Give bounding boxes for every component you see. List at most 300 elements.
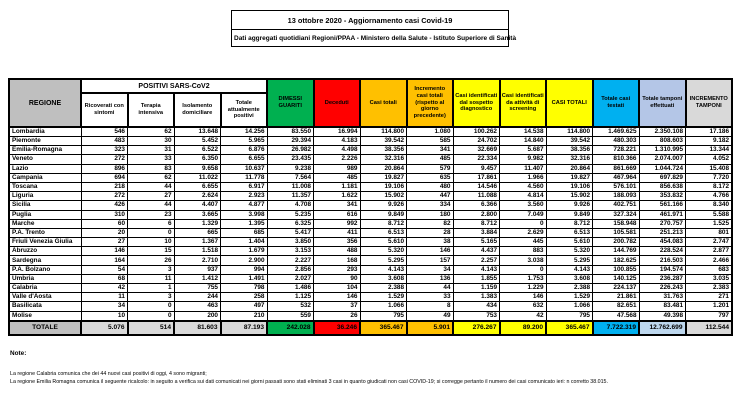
value-cell: 10: [81, 311, 128, 321]
value-cell: 1.066: [360, 302, 407, 311]
value-cell: 3: [128, 293, 175, 302]
value-cell: 3.153: [267, 247, 314, 256]
value-cell: 105.581: [593, 228, 640, 237]
value-cell: 251.213: [639, 228, 686, 237]
value-cell: 9.849: [546, 210, 593, 219]
value-cell: 685: [221, 228, 268, 237]
value-cell: 994: [221, 265, 268, 274]
value-cell: 49: [407, 311, 454, 321]
value-cell: 2.624: [174, 192, 221, 201]
value-cell: 6.655: [221, 155, 268, 164]
value-cell: 17.861: [453, 173, 500, 182]
value-cell: 0: [500, 265, 547, 274]
value-cell: 728.221: [593, 146, 640, 155]
value-cell: 2.257: [453, 256, 500, 265]
value-cell: 1.486: [267, 284, 314, 293]
region-name-cell: Piemonte: [9, 137, 81, 146]
value-cell: 3.035: [686, 274, 733, 283]
value-cell: 144.769: [593, 247, 640, 256]
value-cell: 323: [81, 146, 128, 155]
value-cell: 9.926: [546, 201, 593, 210]
value-cell: 136: [407, 274, 454, 283]
value-cell: 1.229: [500, 284, 547, 293]
value-cell: 497: [221, 302, 268, 311]
value-cell: 8.712: [453, 219, 500, 228]
header-row-groups: [9, 79, 732, 93]
value-cell: 2.710: [174, 256, 221, 265]
value-cell: 42: [500, 311, 547, 321]
value-cell: 445: [500, 238, 547, 247]
table-row: [9, 311, 732, 321]
value-cell: 5.320: [546, 247, 593, 256]
value-cell: 3.608: [360, 274, 407, 283]
value-cell: 9.926: [360, 201, 407, 210]
value-cell: 272: [81, 192, 128, 201]
value-cell: 22.334: [453, 155, 500, 164]
table-row: [9, 265, 732, 274]
value-cell: 2.923: [221, 192, 268, 201]
value-cell: 461.971: [639, 210, 686, 219]
value-cell: 5.452: [174, 137, 221, 146]
value-cell: 753: [453, 311, 500, 321]
covid-data-table: [8, 78, 733, 336]
value-cell: 11.407: [500, 164, 547, 173]
total-value-cell: 5.076: [81, 321, 128, 335]
value-cell: 989: [314, 164, 361, 173]
value-cell: 32.316: [360, 155, 407, 164]
value-cell: 6.325: [267, 219, 314, 228]
value-cell: 28: [407, 228, 454, 237]
value-cell: 2.027: [267, 274, 314, 283]
value-cell: 4.143: [546, 265, 593, 274]
value-cell: 168: [314, 256, 361, 265]
value-cell: 4.437: [453, 247, 500, 256]
value-cell: 21.861: [593, 293, 640, 302]
value-cell: 1.367: [174, 238, 221, 247]
column-header-incremento-tamponi: INCREMENTO TAMPONI: [686, 79, 733, 127]
title-source-line: Dati aggregati quotidiani Regioni/PPAA - Ministero della Salute - Istituto Superiore di Sanità: [232, 29, 508, 46]
table-row: [9, 228, 732, 237]
value-cell: 68: [81, 274, 128, 283]
value-cell: 10: [128, 238, 175, 247]
value-cell: 114.800: [360, 127, 407, 137]
value-cell: 808.603: [639, 137, 686, 146]
value-cell: 33: [407, 293, 454, 302]
value-cell: 194.574: [639, 265, 686, 274]
value-cell: 1.753: [500, 274, 547, 283]
value-cell: 30: [128, 137, 175, 146]
notes-title: Note:: [10, 350, 27, 357]
value-cell: 83.550: [267, 127, 314, 137]
value-cell: 485: [314, 173, 361, 182]
value-cell: 1.125: [267, 293, 314, 302]
value-cell: 310: [81, 210, 128, 219]
total-value-cell: 5.901: [407, 321, 454, 335]
value-cell: 5.965: [221, 137, 268, 146]
value-cell: 15.408: [686, 164, 733, 173]
value-cell: 62: [128, 173, 175, 182]
value-cell: 356: [314, 238, 361, 247]
note-line-calabria: La regione Calabria comunica che dei 44 nuovi casi positivi di oggi, 4 sono migranti;: [10, 371, 207, 377]
value-cell: 4.708: [267, 201, 314, 210]
column-header-casi-totali-2: CASI TOTALI: [546, 79, 593, 127]
region-name-cell: Umbria: [9, 274, 81, 283]
value-cell: 1.080: [407, 127, 454, 137]
value-cell: 5.295: [546, 256, 593, 265]
column-header-isolamento: Isolamento domiciliare: [174, 93, 221, 127]
total-value-cell: 7.722.319: [593, 321, 640, 335]
value-cell: 1.181: [314, 182, 361, 191]
value-cell: 90: [314, 274, 361, 283]
value-cell: 26: [128, 256, 175, 265]
value-cell: 683: [686, 265, 733, 274]
value-cell: 14.546: [453, 182, 500, 191]
value-cell: 31: [128, 146, 175, 155]
value-cell: 402.751: [593, 201, 640, 210]
value-cell: 39.542: [360, 137, 407, 146]
value-cell: 44: [128, 201, 175, 210]
value-cell: 23.435: [267, 155, 314, 164]
value-cell: 27: [128, 192, 175, 201]
value-cell: 14.840: [500, 137, 547, 146]
value-cell: 635: [407, 173, 454, 182]
column-header-screening: Casi identificati da attività di screening: [500, 79, 547, 127]
value-cell: 8: [407, 302, 454, 311]
column-header-sospetto-diagnostico: Casi identificati dal sospetto diagnostico: [453, 79, 500, 127]
table-row: [9, 182, 732, 191]
value-cell: 158.948: [593, 219, 640, 228]
value-cell: 146: [500, 293, 547, 302]
value-cell: 1: [128, 284, 175, 293]
value-cell: 3.608: [546, 274, 593, 283]
value-cell: 1.529: [360, 293, 407, 302]
value-cell: 293: [314, 265, 361, 274]
value-cell: 5.610: [360, 238, 407, 247]
value-cell: 341: [407, 146, 454, 155]
value-cell: 47.568: [593, 311, 640, 321]
value-cell: 616: [314, 210, 361, 219]
value-cell: 1.469.625: [593, 127, 640, 137]
value-cell: 341: [314, 201, 361, 210]
value-cell: 236.287: [639, 274, 686, 283]
value-cell: 38.356: [360, 146, 407, 155]
value-cell: 485: [407, 155, 454, 164]
table-body: [9, 127, 732, 335]
value-cell: 216.503: [639, 256, 686, 265]
value-cell: 2.227: [267, 256, 314, 265]
value-cell: 10.637: [221, 164, 268, 173]
value-cell: 44: [407, 284, 454, 293]
value-cell: 5.295: [360, 256, 407, 265]
table-row: [9, 155, 732, 164]
total-value-cell: 242.028: [267, 321, 314, 335]
value-cell: 0: [500, 219, 547, 228]
value-cell: 632: [500, 302, 547, 311]
total-value-cell: 36.246: [314, 321, 361, 335]
value-cell: 1.966: [500, 173, 547, 182]
value-cell: 3.998: [221, 210, 268, 219]
column-header-ricoverati: Ricoverati con sintomi: [81, 93, 128, 127]
value-cell: 1.404: [221, 238, 268, 247]
value-cell: 1.066: [546, 302, 593, 311]
value-cell: 34: [407, 265, 454, 274]
value-cell: 1.395: [221, 219, 268, 228]
region-name-cell: Marche: [9, 219, 81, 228]
value-cell: 3.850: [267, 238, 314, 247]
value-cell: 856.638: [639, 182, 686, 191]
value-cell: 11.008: [267, 182, 314, 191]
value-cell: 49.398: [639, 311, 686, 321]
value-cell: 4.766: [686, 192, 733, 201]
value-cell: 0: [128, 302, 175, 311]
value-cell: 6.917: [221, 182, 268, 191]
value-cell: 937: [174, 265, 221, 274]
value-cell: 13.648: [174, 127, 221, 137]
value-cell: 20: [81, 228, 128, 237]
value-cell: 83.481: [639, 302, 686, 311]
value-cell: 20.864: [360, 164, 407, 173]
value-cell: 83: [128, 164, 175, 173]
value-cell: 272: [81, 155, 128, 164]
value-cell: 82: [407, 219, 454, 228]
value-cell: 992: [314, 219, 361, 228]
note-line-emilia-romagna: La regione Emilia Romagna comunica il seguente ricalcolo: in seguito a verifica sui dati comunicati nei giorni passati sono stati eliminati 3 casi in quanto giudicati non casi COVID-19; si corregge pertanto il numero dei casi comunicato ieri: n corretto 38.015.: [10, 379, 608, 385]
column-header-attualmente-positivi: Totale attualmente positivi: [221, 93, 268, 127]
value-cell: 271: [686, 293, 733, 302]
value-cell: 104: [314, 284, 361, 293]
value-cell: 896: [81, 164, 128, 173]
value-cell: 38.356: [546, 146, 593, 155]
value-cell: 327.324: [593, 210, 640, 219]
region-name-cell: Campania: [9, 173, 81, 182]
region-name-cell: Molise: [9, 311, 81, 321]
value-cell: 483: [81, 137, 128, 146]
value-cell: 1.310.995: [639, 146, 686, 155]
value-cell: 7.049: [500, 210, 547, 219]
title-date-line: 13 ottobre 2020 - Aggiornamento casi Covid-19: [287, 16, 453, 25]
table-row: [9, 210, 732, 219]
value-cell: 210: [221, 311, 268, 321]
value-cell: 1.383: [453, 293, 500, 302]
value-cell: 32.316: [546, 155, 593, 164]
value-cell: 463: [174, 302, 221, 311]
value-cell: 19.106: [546, 182, 593, 191]
region-name-cell: Veneto: [9, 155, 81, 164]
value-cell: 4.814: [500, 192, 547, 201]
value-cell: 2.747: [686, 238, 733, 247]
value-cell: 15.902: [546, 192, 593, 201]
total-value-cell: 365.467: [360, 321, 407, 335]
value-cell: 8.340: [686, 201, 733, 210]
table-row: [9, 146, 732, 155]
value-cell: 32.669: [453, 146, 500, 155]
value-cell: 1.518: [174, 247, 221, 256]
table-row: [9, 302, 732, 311]
value-cell: 9.182: [686, 137, 733, 146]
value-cell: 164: [81, 256, 128, 265]
value-cell: 26: [314, 311, 361, 321]
total-value-cell: 12.762.699: [639, 321, 686, 335]
value-cell: 11.357: [267, 192, 314, 201]
value-cell: 39.542: [546, 137, 593, 146]
region-name-cell: Valle d'Aosta: [9, 293, 81, 302]
value-cell: 146: [407, 247, 454, 256]
value-cell: 480: [407, 182, 454, 191]
value-cell: 62: [128, 127, 175, 137]
value-cell: 228.524: [639, 247, 686, 256]
value-cell: 44: [128, 182, 175, 191]
value-cell: 188.093: [593, 192, 640, 201]
value-cell: 200: [174, 311, 221, 321]
value-cell: 27: [81, 238, 128, 247]
column-header-regione: REGIONE: [9, 79, 81, 127]
total-value-cell: 81.603: [174, 321, 221, 335]
value-cell: 218: [81, 182, 128, 191]
value-cell: 9.982: [500, 155, 547, 164]
table-row: [9, 247, 732, 256]
value-cell: 797: [686, 311, 733, 321]
value-cell: 17.186: [686, 127, 733, 137]
value-cell: 1.201: [686, 302, 733, 311]
value-cell: 1.525: [686, 219, 733, 228]
value-cell: 42: [81, 284, 128, 293]
value-cell: 5.235: [267, 210, 314, 219]
table-row: [9, 284, 732, 293]
value-cell: 9.658: [174, 164, 221, 173]
value-cell: 8.172: [686, 182, 733, 191]
value-cell: 4.498: [314, 146, 361, 155]
total-value-cell: 365.467: [546, 321, 593, 335]
value-cell: 60: [81, 219, 128, 228]
value-cell: 2.388: [360, 284, 407, 293]
value-cell: 861.669: [593, 164, 640, 173]
value-cell: 5.610: [546, 238, 593, 247]
value-cell: 1.044.724: [639, 164, 686, 173]
value-cell: 454.083: [639, 238, 686, 247]
value-cell: 6.513: [360, 228, 407, 237]
value-cell: 114.800: [546, 127, 593, 137]
value-cell: 14.538: [500, 127, 547, 137]
value-cell: 7.720: [686, 173, 733, 182]
value-cell: 11: [128, 274, 175, 283]
value-cell: 3.665: [174, 210, 221, 219]
value-cell: 244: [174, 293, 221, 302]
value-cell: 6.522: [174, 146, 221, 155]
value-cell: 1.412: [174, 274, 221, 283]
column-header-casi-totali: Casi totali: [360, 79, 407, 127]
value-cell: 488: [314, 247, 361, 256]
total-row: [9, 321, 732, 335]
total-value-cell: 87.193: [221, 321, 268, 335]
value-cell: 15: [128, 247, 175, 256]
value-cell: 810.366: [593, 155, 640, 164]
value-cell: 2.383: [686, 284, 733, 293]
region-name-cell: Lazio: [9, 164, 81, 173]
value-cell: 1.159: [453, 284, 500, 293]
table-row: [9, 274, 732, 283]
value-cell: 33: [128, 155, 175, 164]
value-cell: 146: [81, 247, 128, 256]
value-cell: 6.513: [546, 228, 593, 237]
value-cell: 467.964: [593, 173, 640, 182]
value-cell: 755: [174, 284, 221, 293]
value-cell: 426: [81, 201, 128, 210]
value-cell: 9.238: [267, 164, 314, 173]
value-cell: 100.855: [593, 265, 640, 274]
value-cell: 1.855: [453, 274, 500, 283]
value-cell: 270.757: [639, 219, 686, 228]
value-cell: 4.877: [221, 201, 268, 210]
value-cell: 11.778: [221, 173, 268, 182]
value-cell: 2.877: [686, 247, 733, 256]
value-cell: 182.625: [593, 256, 640, 265]
value-cell: 2.074.007: [639, 155, 686, 164]
value-cell: 4.407: [174, 201, 221, 210]
value-cell: 6.655: [174, 182, 221, 191]
value-cell: 7.564: [267, 173, 314, 182]
value-cell: 2.856: [267, 265, 314, 274]
value-cell: 224.137: [593, 284, 640, 293]
column-header-terapia-intensiva: Terapia intensiva: [128, 93, 175, 127]
value-cell: 6.366: [453, 201, 500, 210]
value-cell: 2.226: [314, 155, 361, 164]
value-cell: 9.849: [360, 210, 407, 219]
value-cell: 0: [128, 311, 175, 321]
table-row: [9, 173, 732, 182]
value-cell: 559: [267, 311, 314, 321]
region-name-cell: Sardegna: [9, 256, 81, 265]
region-name-cell: Emilia-Romagna: [9, 146, 81, 155]
total-value-cell: 112.544: [686, 321, 733, 335]
value-cell: 1.679: [221, 247, 268, 256]
value-cell: 5.417: [267, 228, 314, 237]
total-value-cell: 514: [128, 321, 175, 335]
value-cell: 146: [314, 293, 361, 302]
table-header: [9, 79, 732, 127]
value-cell: 3.038: [500, 256, 547, 265]
value-cell: 2.800: [453, 210, 500, 219]
region-name-cell: Sicilia: [9, 201, 81, 210]
value-cell: 447: [407, 192, 454, 201]
total-value-cell: 89.200: [500, 321, 547, 335]
value-cell: 411: [314, 228, 361, 237]
value-cell: 19.106: [360, 182, 407, 191]
value-cell: 16.994: [314, 127, 361, 137]
value-cell: 579: [407, 164, 454, 173]
value-cell: 19.827: [546, 173, 593, 182]
value-cell: 585: [407, 137, 454, 146]
value-cell: 795: [546, 311, 593, 321]
column-header-dimessi-guariti: DIMESSI GUARITI: [267, 79, 314, 127]
value-cell: 2.466: [686, 256, 733, 265]
value-cell: 157: [407, 256, 454, 265]
value-cell: 3.884: [453, 228, 500, 237]
value-cell: 561.166: [639, 201, 686, 210]
value-cell: 694: [81, 173, 128, 182]
region-name-cell: Toscana: [9, 182, 81, 191]
value-cell: 11.088: [453, 192, 500, 201]
value-cell: 6.350: [174, 155, 221, 164]
value-cell: 82.651: [593, 302, 640, 311]
value-cell: 15.902: [360, 192, 407, 201]
value-cell: 665: [174, 228, 221, 237]
value-cell: 37: [314, 302, 361, 311]
group-header-positivi-sars-cov2: POSITIVI SARS-CoV2: [81, 79, 267, 93]
value-cell: 8.712: [360, 219, 407, 228]
value-cell: 24.702: [453, 137, 500, 146]
value-cell: 11: [81, 293, 128, 302]
value-cell: 4.560: [500, 182, 547, 191]
